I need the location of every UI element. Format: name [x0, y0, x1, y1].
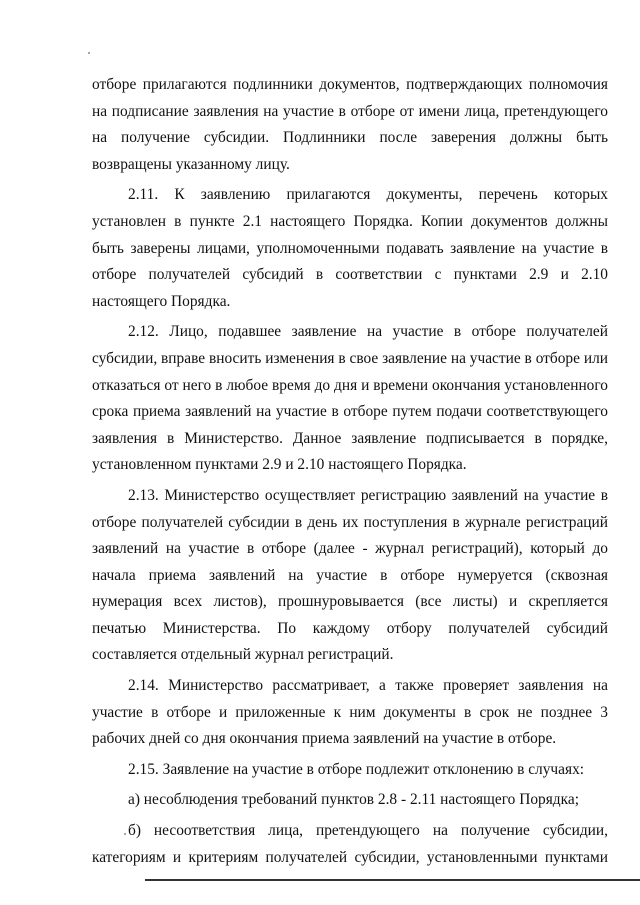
list-item-a: а) несоблюдения требований пунктов 2.8 - 2.11 настоящего Порядка;	[128, 791, 579, 809]
scan-speck	[88, 52, 90, 54]
scan-speck	[124, 833, 126, 835]
list-item-b: б) несоответствия лица, претендующего на получение субсидии, категориям и критериям получателей субсидии, установленными пунктами	[92, 822, 608, 866]
document-body	[92, 72, 608, 875]
paragraph-2-15: 2.15. Заявление на участие в отборе подлежит отклонению в случаях:	[128, 760, 585, 778]
paragraph-2-14: 2.14. Министерство рассматривает, а также проверяет заявления на участие в отборе и приложенные к ним документы в срок не позднее 3 рабочих дней со дня окончания приема заявлений на участие в отборе.	[92, 677, 608, 748]
page-bottom-rule	[145, 879, 640, 881]
paragraph-2-11: 2.11. К заявлению прилагаются документы, перечень которых установлен в пункте 2.1 настоящего Порядка. Копии документов должны быть заверены лицами, уполномоченными подавать заявление на участие в отборе получателей субсидий в соответствии с пунктами 2.9 и 2.10 настоящего Порядка.	[92, 186, 608, 310]
paragraph-2-13: 2.13. Министерство осуществляет регистрацию заявлений на участие в отборе получателей субсидии в день их поступления в журнале регистраций заявлений на участие в отборе (далее - журнал регистраций), который до начала приема заявлений на участие в отборе нумеруется (сквозная нумерация всех листов), прошнуровывается (все листы) и скрепляется печатью Министерства. По каждому отбору получателей субсидий составляется отдельный журнал регистраций.	[92, 486, 608, 664]
paragraph-continuation: отборе прилагаются подлинники документов, подтверждающих полномочия на подписание заявления на участие в отборе от имени лица, претендующего на получение субсидии. Подлинники после заверения должны быть возвращены указанному лицу.	[92, 76, 608, 173]
paragraph-2-12: 2.12. Лицо, подавшее заявление на участие в отборе получателей субсидии, вправе вносить изменения в свое заявление на участие в отборе или отказаться от него в любое время до дня и времени окончания установленного срока приема заявлений на участие в отборе путем подачи соответствующего заявления в Министерство. Данное заявление подписывается в порядке, установленном пунктами 2.9 и 2.10 настоящего Порядка.	[92, 323, 608, 474]
